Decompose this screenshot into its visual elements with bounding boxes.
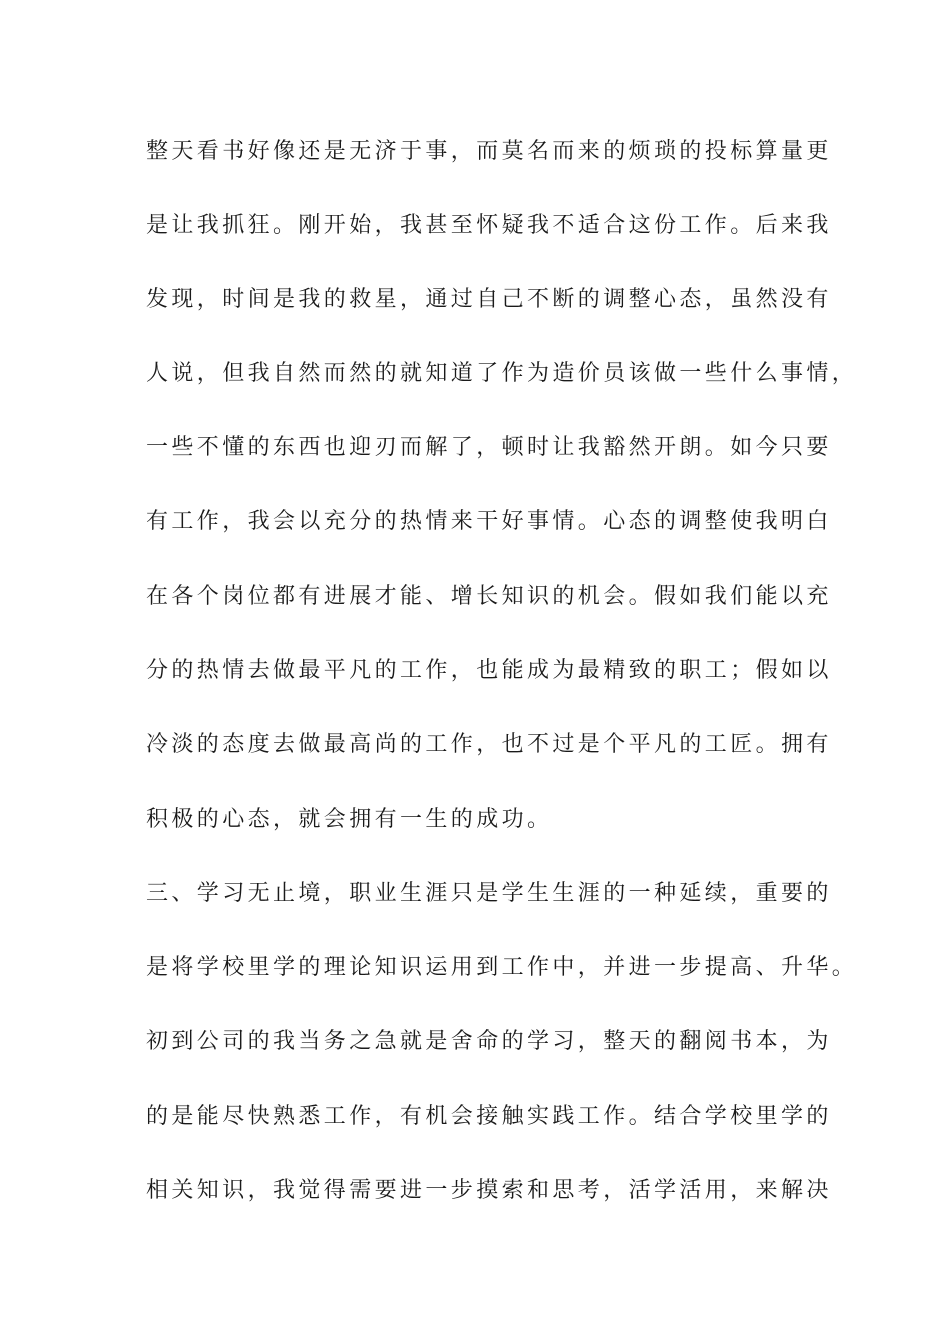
text-line-15: 相关知识，我觉得需要进一步摸索和思考，活学活用，来解决 xyxy=(146,1178,832,1203)
text-line-3: 发现，时间是我的救星，通过自己不断的调整心态，虽然没有 xyxy=(146,287,832,312)
text-line-10: 积极的心态，就会拥有一生的成功。 xyxy=(146,807,553,832)
text-line-12: 是将学校里学的理论知识运用到工作中，并进一步提高、升华。 xyxy=(146,955,858,980)
text-line-2: 是让我抓狂。刚开始，我甚至怀疑我不适合这份工作。后来我 xyxy=(146,213,832,238)
text-line-6: 有工作，我会以充分的热情来干好事情。心态的调整使我明白 xyxy=(146,509,832,534)
text-line-5: 一些不懂的东西也迎刃而解了，顿时让我豁然开朗。如今只要 xyxy=(146,435,832,460)
text-line-14: 的是能尽快熟悉工作，有机会接触实践工作。结合学校里学的 xyxy=(146,1104,832,1129)
text-line-1: 整天看书好像还是无济于事，而莫名而来的烦琐的投标算量更 xyxy=(146,139,832,164)
text-line-9: 冷淡的态度去做最高尚的工作，也不过是个平凡的工匠。拥有 xyxy=(146,732,832,757)
text-line-11: 三、学习无止境，职业生涯只是学生生涯的一种延续，重要的 xyxy=(146,881,832,906)
text-line-13: 初到公司的我当务之急就是舍命的学习，整天的翻阅书本，为 xyxy=(146,1029,832,1054)
text-line-4: 人说，但我自然而然的就知道了作为造价员该做一些什么事情， xyxy=(146,361,858,386)
text-line-7: 在各个岗位都有进展才能、增长知识的机会。假如我们能以充 xyxy=(146,584,832,609)
text-line-8: 分的热情去做最平凡的工作，也能成为最精致的职工；假如以 xyxy=(146,658,832,683)
